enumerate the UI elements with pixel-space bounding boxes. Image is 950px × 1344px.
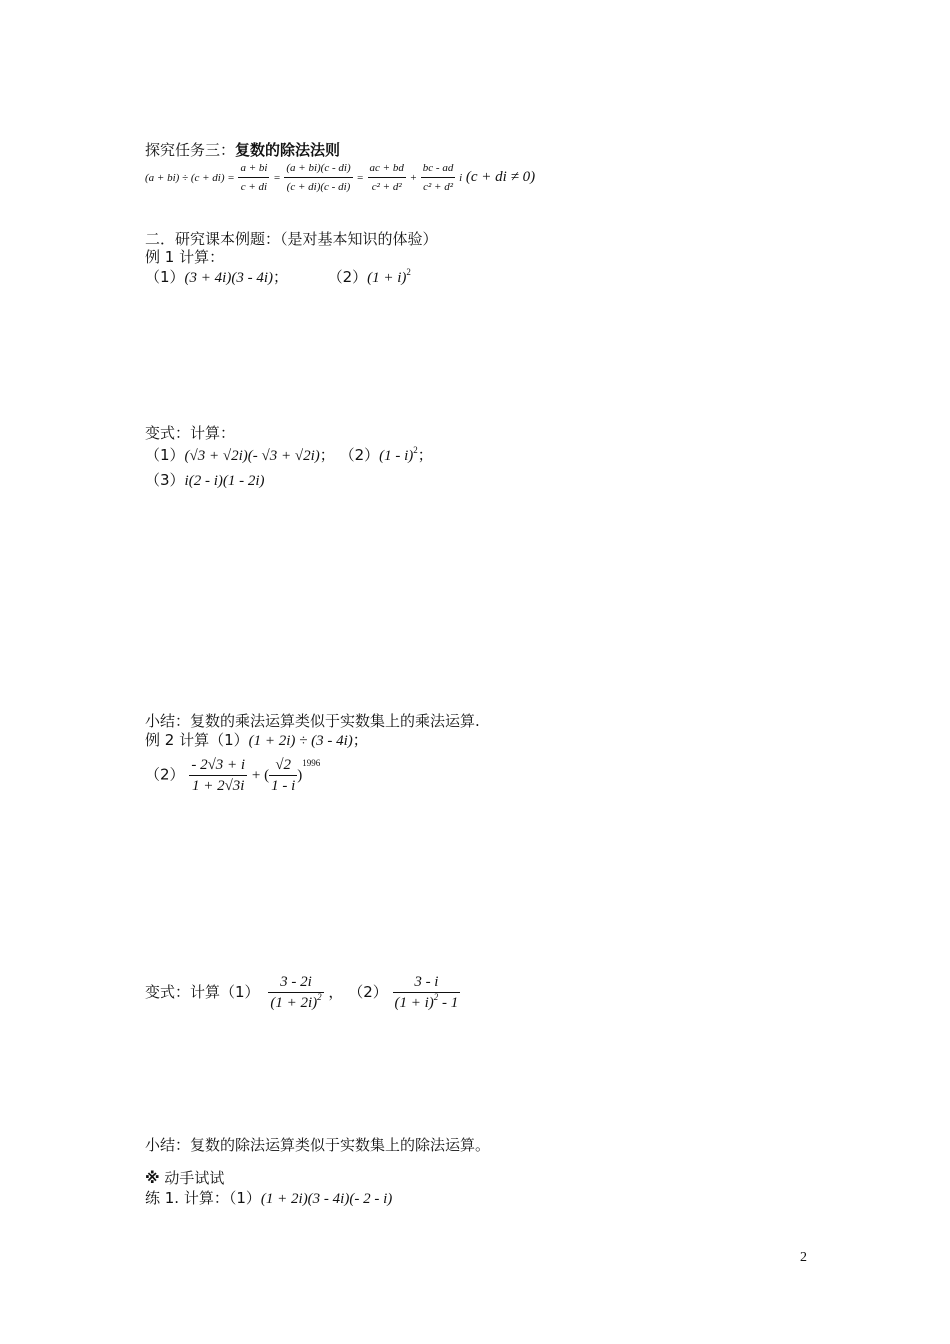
ex2-line1-expr: (1 + 2i) ÷ (3 - 4i) <box>248 733 353 749</box>
ex1-p2-pow: 2 <box>406 267 411 277</box>
formula-frac-3: $\frac{ac + bd}{\text{c² + d²}}$ <box>368 159 406 196</box>
ex1-p2-label: （2） <box>327 268 368 286</box>
example2-line2 <box>145 755 320 796</box>
formula-i: i <box>459 171 463 184</box>
formula-lhs: (a + bi) ÷ (c + di) = <box>145 171 235 184</box>
ex2-sep: ； <box>352 731 368 749</box>
ex1-p1-expr: (3 + 4i)(3 - 4i) <box>184 270 273 286</box>
task3-title: 复数的除法法则 <box>235 141 341 159</box>
variant1-line2 <box>145 471 265 490</box>
ex2-p2-label: （2） <box>145 765 185 784</box>
ex2-pow: 1996 <box>302 757 321 768</box>
var1-p2-pow: 2 <box>413 445 418 455</box>
var1-sep2: ； <box>417 446 433 464</box>
variant2-line <box>145 972 460 1014</box>
variant1-line1 <box>145 446 433 466</box>
practice1-expr: (1 + 2i)(3 - 4i)(- 2 - i) <box>260 1191 393 1207</box>
var1-p2-label: （2） <box>339 446 380 464</box>
task3-heading <box>145 141 340 159</box>
var1-p1-label: （1） <box>145 446 185 464</box>
ex2-close: ) <box>297 767 303 784</box>
try-it-heading <box>145 1169 224 1187</box>
formula-frac-4: $\frac{bc - ad}{\text{c² + d²}}$ <box>421 159 456 196</box>
var2-p2-label: （2） <box>348 983 388 1001</box>
example1-title: 例 1 计算： <box>145 248 225 266</box>
var2-label: 变式：计算（1） <box>145 983 260 1001</box>
summary-division: 小结：复数的除法运算类似于实数集上的除法运算。 <box>145 1136 491 1154</box>
practice1-line <box>145 1189 392 1208</box>
practice1-label: 练 1. 计算：（1） <box>145 1189 261 1207</box>
example2-line1 <box>145 731 368 750</box>
var1-p2-expr: (1 - i) <box>379 448 414 464</box>
summary-multiplication: 小结：复数的乘法运算类似于实数集上的乘法运算. <box>145 712 480 730</box>
ex2-fraction-b: $\frac{√2}{1 - i}$ <box>271 757 296 794</box>
var1-sep1: ； <box>319 446 335 464</box>
example1-problems <box>145 268 411 288</box>
ex1-p2-expr: (1 + i) <box>367 270 407 286</box>
var1-p1-expr: (√3 + √2i)(- √3 + √2i) <box>184 448 320 464</box>
ex2-line1-label: 例 2 计算（1） <box>145 731 249 749</box>
formula-condition: (c + di ≠ 0) <box>465 168 536 185</box>
try-it-label: 动手试试 <box>164 1169 225 1187</box>
page-number: 2 <box>800 1250 807 1265</box>
formula-eq-2: = <box>356 171 364 184</box>
var2-fraction-1: $\frac{3 - 2i}{(1 + 2i)^2}$ <box>270 974 322 1011</box>
division-rule-formula <box>145 159 535 196</box>
ex2-fraction-a: $\frac{- 2√3 + i}{1 + 2√3i}$ <box>191 757 246 794</box>
variant1-title: 变式：计算： <box>145 424 236 442</box>
var2-sep: ， <box>328 983 344 1001</box>
formula-eq-1: = <box>273 171 281 184</box>
section2-heading: 二．研究课本例题：（是对基本知识的体验） <box>145 230 438 248</box>
formula-frac-2: $\frac{(a + bi)(c - di)}{(c + di)(c - di)}$ <box>284 159 352 196</box>
ex1-p1-label: （1） <box>145 268 185 286</box>
formula-frac-1: $\frac{a + bi}{c + di}$ <box>238 159 269 196</box>
var2-fraction-2: $\frac{3 - i}{(1 + i)^2 - 1}$ <box>394 974 459 1011</box>
ex1-sep: ； <box>272 268 288 286</box>
formula-plus: + <box>409 171 418 184</box>
task3-label: 探究任务三： <box>145 141 236 159</box>
var1-p3-label: （3） <box>145 471 185 489</box>
ex2-plus: + ( <box>251 767 270 784</box>
reference-mark: ※ <box>145 1169 160 1187</box>
var1-p3-expr: i(2 - i)(1 - 2i) <box>184 473 265 489</box>
